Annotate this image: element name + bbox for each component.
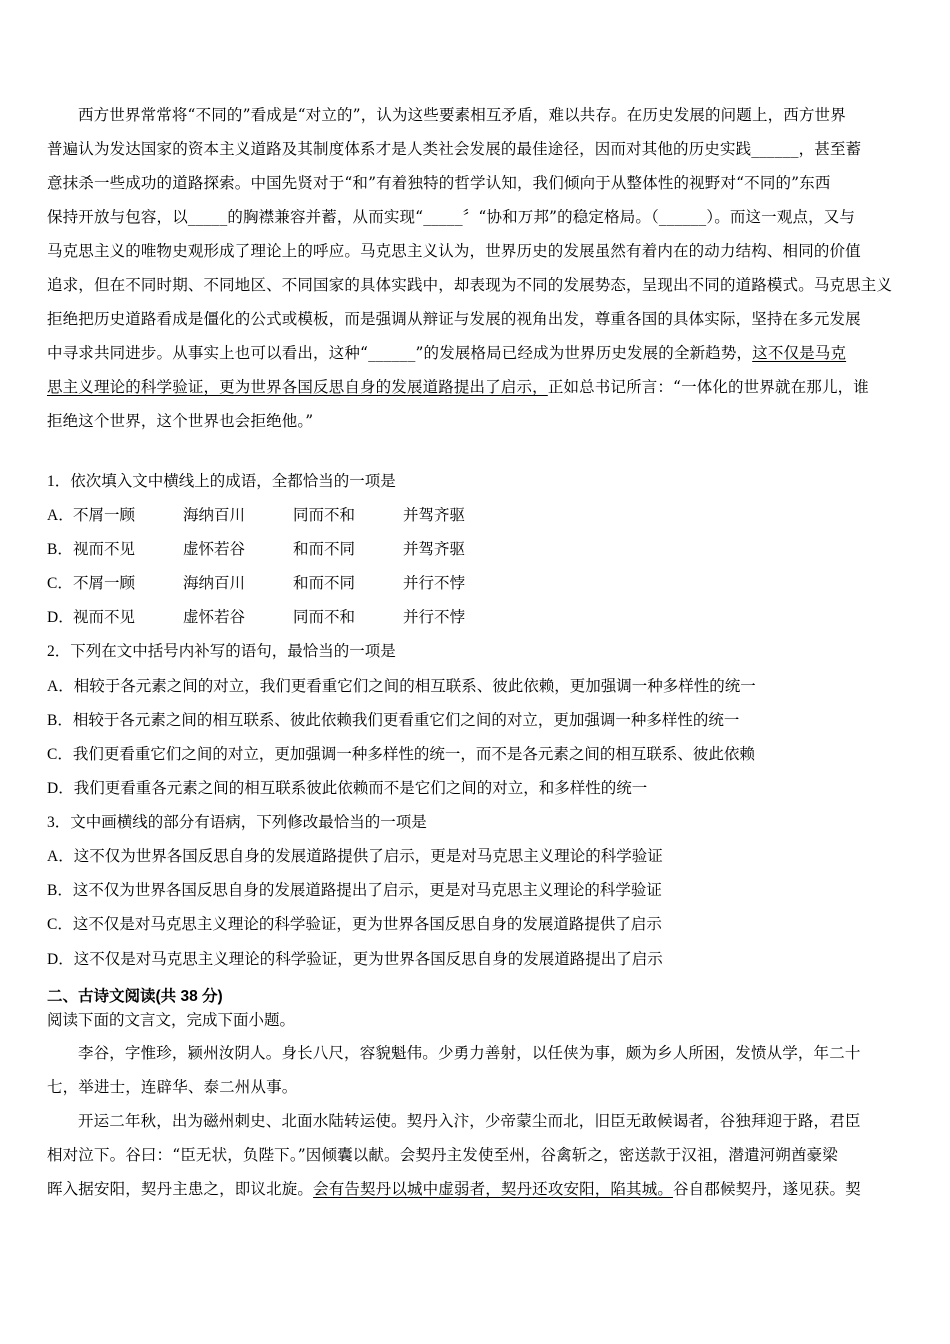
underlined-sentence: 会有告契丹以城中虚弱者，契丹还攻安阳，陷其城。	[313, 1180, 674, 1198]
passage-modern	[47, 98, 905, 438]
passage-text: 正如总书记所言：“一体化的世界就在那儿，谁	[547, 378, 869, 396]
passage-line: 七，举进士，连辟华、泰二州从事。	[47, 1078, 298, 1096]
passage-classical	[47, 1036, 905, 1206]
question-2-option-d[interactable]: D．我们更看重各元素之间的相互联系彼此依赖而不是它们之间的对立，和多样性的统一	[47, 780, 648, 797]
question-1-option-b[interactable]: B．视而不见 虚怀若谷 和而不同 并驾齐驱	[47, 541, 466, 558]
question-1-option-a[interactable]: A．不屑一顾 海纳百川 同而不和 并驾齐驱	[47, 507, 466, 524]
question-3-stem: 3．文中画横线的部分有语病，下列修改最恰当的一项是	[47, 814, 427, 831]
passage-line: 相对泣下。谷曰：“臣无状，负陛下。”因倾囊以献。会契丹主发使至州，谷禽斩之，密送款于汉祖，潜遣河朔酋豪梁	[47, 1146, 838, 1164]
passage-line: 开运二年秋，出为磁州刺史、北面水陆转运使。契丹入汴，少帝蒙尘而北，旧臣无敢候谒者，谷独拜迎于路，君臣	[78, 1112, 861, 1130]
section-heading: 二、古诗文阅读(共 38 分)	[47, 988, 223, 1005]
passage-line	[47, 370, 905, 404]
question-3-option-b[interactable]: B．这不仅为世界各国反思自身的发展道路提出了启示，更是对马克思主义理论的科学验证	[47, 882, 662, 899]
passage-text: 晖入据安阳，契丹主患之，即议北旋。	[47, 1180, 314, 1198]
question-1-stem: 1．依次填入文中横线上的成语，全都恰当的一项是	[47, 473, 396, 490]
question-2-option-a[interactable]: A．相较于各元素之间的对立，我们更看重它们之间的相互联系、彼此依赖，更加强调一种多样性的统一	[47, 678, 756, 695]
question-1-option-d[interactable]: D．视而不见 虚怀若谷 同而不和 并行不悖	[47, 609, 466, 626]
question-3-option-c[interactable]: C．这不仅是对马克思主义理论的科学验证，更为世界各国反思自身的发展道路提供了启示	[47, 916, 662, 933]
passage-line: 保持开放与包容，以_____的胸襟兼容并蓄，从而实现“_____〞“协和万邦”的稳定格局。（______）。而这一观点，又与	[47, 208, 856, 226]
question-3-option-d[interactable]: D．这不仅是对马克思主义理论的科学验证，更为世界各国反思自身的发展道路提出了启示	[47, 951, 663, 968]
underlined-sentence: 思主义理论的科学验证，更为世界各国反思自身的发展道路提出了启示，	[47, 378, 548, 396]
question-3-option-a[interactable]: A．这不仅为世界各国反思自身的发展道路提供了启示，更是对马克思主义理论的科学验证	[47, 848, 663, 865]
question-2-option-b[interactable]: B．相较于各元素之间的相互联系、彼此依赖我们更看重它们之间的对立，更加强调一种多样性的统一	[47, 712, 740, 729]
passage-line: 马克思主义的唯物史观形成了理论上的呼应。马克思主义认为，世界历史的发展虽然有着内在的动力结构、相同的价值	[47, 242, 861, 260]
passage-line: 意抹杀一些成功的道路探索。中国先贤对于“和”有着独特的哲学认知，我们倾向于从整体性的视野对“不同的”东西	[47, 174, 831, 192]
section-intro: 阅读下面的文言文，完成下面小题。	[47, 1012, 296, 1029]
passage-text: 谷自郡候契丹，遂见获。契	[673, 1180, 861, 1198]
passage-line	[47, 1172, 905, 1206]
passage-line: 追求，但在不同时期、不同地区、不同国家的具体实践中，却表现为不同的发展势态，呈现出不同的道路模式。马克思主义	[47, 276, 893, 294]
passage-line: 普遍认为发达国家的资本主义道路及其制度体系才是人类社会发展的最佳途径，因而对其他的历史实践______，甚至蓄	[47, 140, 862, 158]
passage-text: 中寻求共同进步。从事实上也可以看出，这种“______”的发展格局已经成为世界历史发展的全新趋势，	[47, 344, 753, 362]
question-1-option-c[interactable]: C．不屑一顾 海纳百川 和而不同 并行不悖	[47, 575, 466, 592]
passage-line	[47, 336, 905, 370]
question-2-stem: 2．下列在文中括号内补写的语句，最恰当的一项是	[47, 643, 396, 660]
passage-line: 李谷，字惟珍，颍州汝阴人。身长八尺，容貌魁伟。少勇力善射，以任侠为事，颇为乡人所困，发愤从学，年二十	[78, 1044, 861, 1062]
passage-line: 拒绝这个世界，这个世界也会拒绝他。”	[47, 412, 314, 430]
passage-line: 拒绝把历史道路看成是僵化的公式或模板，而是强调从辩证与发展的视角出发，尊重各国的具体实际，坚持在多元发展	[47, 310, 861, 328]
passage-line: 西方世界常常将“不同的”看成是“对立的”，认为这些要素相互矛盾，难以共存。在历史发展的问题上，西方世界	[78, 106, 846, 124]
underlined-sentence: 这不仅是马克	[752, 344, 847, 362]
question-2-option-c[interactable]: C．我们更看重它们之间的对立，更加强调一种多样性的统一，而不是各元素之间的相互联系、彼此依赖	[47, 746, 755, 763]
